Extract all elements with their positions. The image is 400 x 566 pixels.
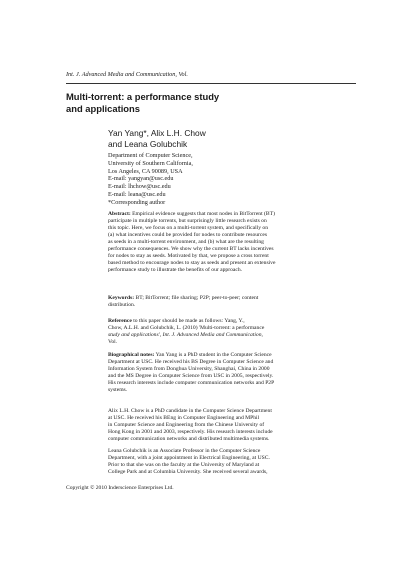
abstract-line: performance consequences. We show why the current BT lacks incentives xyxy=(108,246,274,252)
keywords-line: distribution. xyxy=(108,302,136,308)
keywords-label: Keywords: xyxy=(108,295,135,301)
email-line: E-mail: lhchow@usc.edu xyxy=(108,183,171,191)
abstract-line: this topic. Here, we focus on a multi-torrent system, and specifically on xyxy=(108,225,269,231)
citation-reference xyxy=(108,318,358,346)
biography-golubchik xyxy=(108,448,358,476)
title-line: and applications xyxy=(66,102,140,114)
email-line: E-mail: yangyan@usc.edu xyxy=(108,175,174,183)
journal-header: Int. J. Advanced Media and Communication, Vol. xyxy=(66,71,188,78)
abstract-line: Empirical evidence suggests that most nodes in BitTorrent (BT) xyxy=(130,211,275,217)
reference-line: Chow, A.L.H. and Golubchik, L. (2010) 'Multi-torrent: a performance xyxy=(108,325,265,331)
affiliation-line: Los Angeles, CA 90089, USA xyxy=(108,167,183,175)
biography-line: and the MS Degree in Computer Science from USC in 2005, respectively. xyxy=(108,373,274,379)
author-line: and Leana Golubchik xyxy=(108,138,188,149)
affiliation-block xyxy=(108,152,358,207)
paper-title xyxy=(66,91,356,114)
biography-chow xyxy=(108,408,358,443)
keywords-line: BT; BitTorrent; file sharing; P2P; peer-to-peer; content xyxy=(134,295,259,301)
keywords xyxy=(108,295,358,309)
biography-line: Information System from Donghua University, Shanghai, China in 2000 xyxy=(108,366,270,372)
reference-line: to this paper should be made as follows: Yang, Y., xyxy=(131,318,245,324)
biography-line: systems. xyxy=(108,387,128,393)
biography-line: in Computer Science and Engineering from the Chinese University of xyxy=(108,422,265,428)
author-line: Yan Yang*, Alix L.H. Chow xyxy=(108,128,206,138)
biography-line: Leana Golubchik is an Associate Professor in the Computer Science xyxy=(108,448,261,454)
biography-yang xyxy=(108,352,358,394)
title-line: Multi-torrent: a performance study xyxy=(66,91,220,102)
biography-line: computer communication networks and distributed multimedia systems. xyxy=(108,436,270,442)
reference-line: Vol. xyxy=(108,339,118,345)
abstract xyxy=(108,211,358,274)
biography-line: Hong Kong in 2001 and 2003, respectively. His research interests include xyxy=(108,429,273,435)
header-rule xyxy=(66,83,356,84)
corresponding-author-note: *Corresponding author xyxy=(108,198,166,206)
affiliation-line: University of Southern California, xyxy=(108,159,193,167)
biography-label: Biographical notes: xyxy=(108,352,155,358)
biography-line: Department, with a joint appointment in Electrical Engineering, at USC. xyxy=(108,455,270,461)
biography-line: Prior to that she was on the faculty at the University of Maryland at xyxy=(108,462,260,468)
reference-label: Reference xyxy=(108,318,132,324)
abstract-line: performance study to illustrate the benefits of our approach. xyxy=(108,267,243,273)
biography-line: Alix L.H. Chow is a PhD candidate in the Computer Science Department xyxy=(108,408,272,414)
biography-line: Department at USC. He received his BS Degree in Computer Science and xyxy=(108,359,274,365)
abstract-line: as seeds in a multi-torrent environment, and (b) what are the resulting xyxy=(108,239,264,245)
biography-line: at USC. He received his BEng in Computer Engineering and MPhil xyxy=(108,415,260,421)
email-line: E-mail: leana@usc.edu xyxy=(108,190,166,198)
biography-line: His research interests include computer communication networks and P2P xyxy=(108,380,275,386)
affiliation-line: Department of Computer Science, xyxy=(108,152,193,159)
reference-line: study and applications', Int. J. Advanced Media and Communication, xyxy=(108,332,263,338)
abstract-line: participate in multiple torrents, but surprisingly little research exists on xyxy=(108,218,267,224)
abstract-line: based method to encourage nodes to stay as seeds and present an extensive xyxy=(108,260,276,266)
copyright-notice: Copyright © 2010 Inderscience Enterprises Ltd. xyxy=(66,485,174,491)
biography-line: Yan Yang is a PhD student in the Computer Science xyxy=(154,352,272,358)
biography-line: College Park and at Columbia University. She received several awards, xyxy=(108,469,268,475)
abstract-line: for nodes to stay as seeds. Motivated by that, we propose a cross torrent xyxy=(108,253,269,259)
abstract-line: (a) what incentives could be provided for nodes to contribute resources xyxy=(108,232,268,238)
abstract-label: Abstract: xyxy=(108,211,131,217)
author-list xyxy=(108,128,358,149)
